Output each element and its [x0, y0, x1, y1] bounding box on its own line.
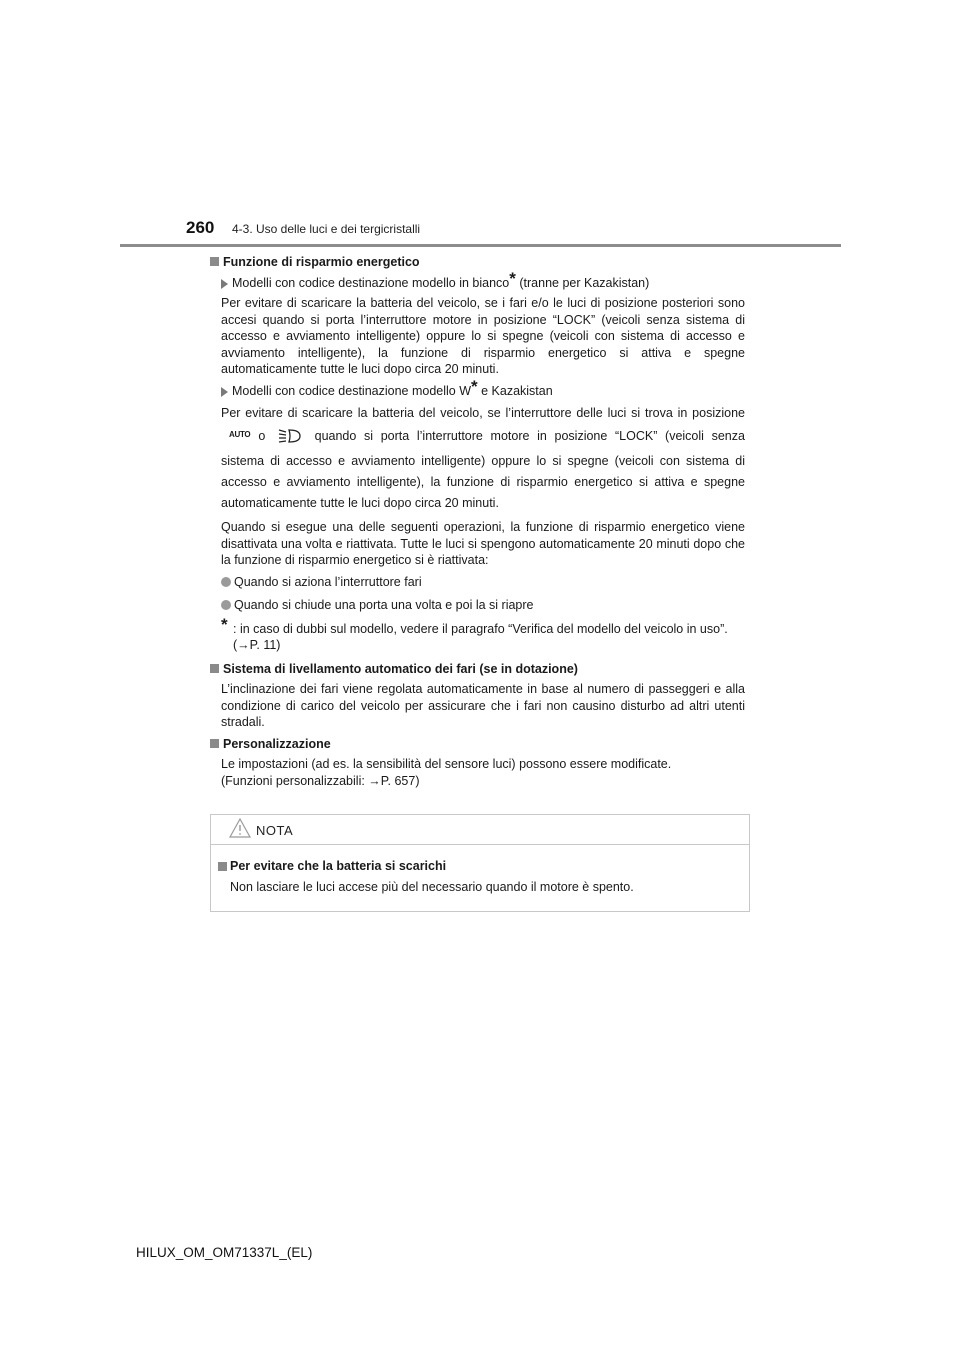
section-heading-energy-saving: Funzione di risparmio energetico	[209, 254, 745, 271]
page-number: 260	[186, 218, 215, 237]
notice-box	[210, 814, 750, 912]
paragraph-leveling: L’inclinazione dei fari viene regolata automaticamente in base al numero di passeggeri e alla condizione di carico del veicolo per assicurare che i fari non causino disturbo ad altri utenti stradali.	[221, 682, 745, 729]
section-heading-leveling: Sistema di livellamento automatico dei fari (se in dotazione)	[209, 661, 745, 678]
square-bullet-icon	[210, 664, 219, 673]
notice-body	[211, 845, 749, 896]
subheading-white-code-models: Modelli con codice destinazione modello in bianco* (tranne per Kazakistan)	[221, 275, 745, 292]
headlight-icon	[278, 428, 302, 451]
paragraph-energy-saving-1: Per evitare di scaricare la batteria del veicolo, se i fari e/o le luci di posizione posteriori sono accesi quando si porta l’interruttore motore in posizione “LOCK” (veicoli senza sistema di accesso e avviamento intelligente) oppure lo si spegne (veicoli con sistema di accesso e avviamento intelligente), la funzione di risparmio energetico si attiva e spegne automaticamente tutte le luci dopo circa 20 minuti.	[221, 296, 745, 376]
list-item: Quando si chiude una porta una volta e poi la si riapre	[221, 597, 745, 614]
triangle-bullet-icon	[221, 279, 228, 289]
square-bullet-icon	[210, 257, 219, 266]
square-bullet-icon	[218, 862, 227, 871]
notice-heading: Per evitare che la batteria si scarichi	[218, 858, 749, 875]
notice-text: Non lasciare le luci accese più del necessario quando il motore è spento.	[230, 880, 634, 894]
square-bullet-icon	[210, 739, 219, 748]
paragraph-energy-saving-2: Per evitare di scaricare la batteria del veicolo, se l’interruttore delle luci si trova in posizione $^{AUTO}$ o quando si porta l’interruttore motore in posizione “LOCK” (veicoli senza sistema di accesso e avviamento intelligente) oppure lo si spegne (veicoli con sistema di accesso e avviamento intelligente), la funzione di risparmio energetico si attiva e spegne automaticamente tutte le luci dopo circa 20 minuti.	[221, 406, 745, 510]
header-divider	[120, 244, 841, 247]
list-item: Quando si aziona l’interruttore fari	[221, 574, 745, 591]
document-code: HILUX_OM_OM71337L_(EL)	[136, 1245, 313, 1260]
warning-triangle-icon	[229, 818, 251, 843]
auto-light-icon: AUTO	[229, 430, 251, 439]
main-content	[209, 254, 745, 789]
chapter-title: 4-3. Uso delle luci e dei tergicristalli	[232, 222, 421, 236]
subheading-w-code-models: Modelli con codice destinazione modello W* e Kazakistan	[221, 383, 745, 400]
circle-bullet-icon	[221, 577, 231, 587]
triangle-bullet-icon	[221, 387, 228, 397]
asterisk-icon: *	[221, 614, 228, 634]
notice-header	[211, 815, 749, 845]
footnote: * : in caso di dubbi sul modello, vedere il paragrafo “Verifica del modello del veicolo in uso”. (→P. 11)	[221, 614, 728, 652]
notice-label: NOTA	[256, 823, 294, 838]
circle-bullet-icon	[221, 600, 231, 610]
section-heading-personalization: Personalizzazione	[209, 736, 745, 753]
paragraph-energy-saving-3: Quando si esegue una delle seguenti operazioni, la funzione di risparmio energetico viene disattivata una volta e riattivata. Tutte le luci si spengono automaticamente 20 minuti dopo che la funzione di risparmio energetico si è riattivata:	[221, 520, 745, 567]
asterisk-icon: *	[509, 268, 516, 288]
paragraph-personalization: Le impostazioni (ad es. la sensibilità del sensore luci) possono essere modificate. (Funzioni personalizzabili: →P. 657)	[221, 757, 672, 788]
asterisk-icon: *	[471, 376, 478, 396]
